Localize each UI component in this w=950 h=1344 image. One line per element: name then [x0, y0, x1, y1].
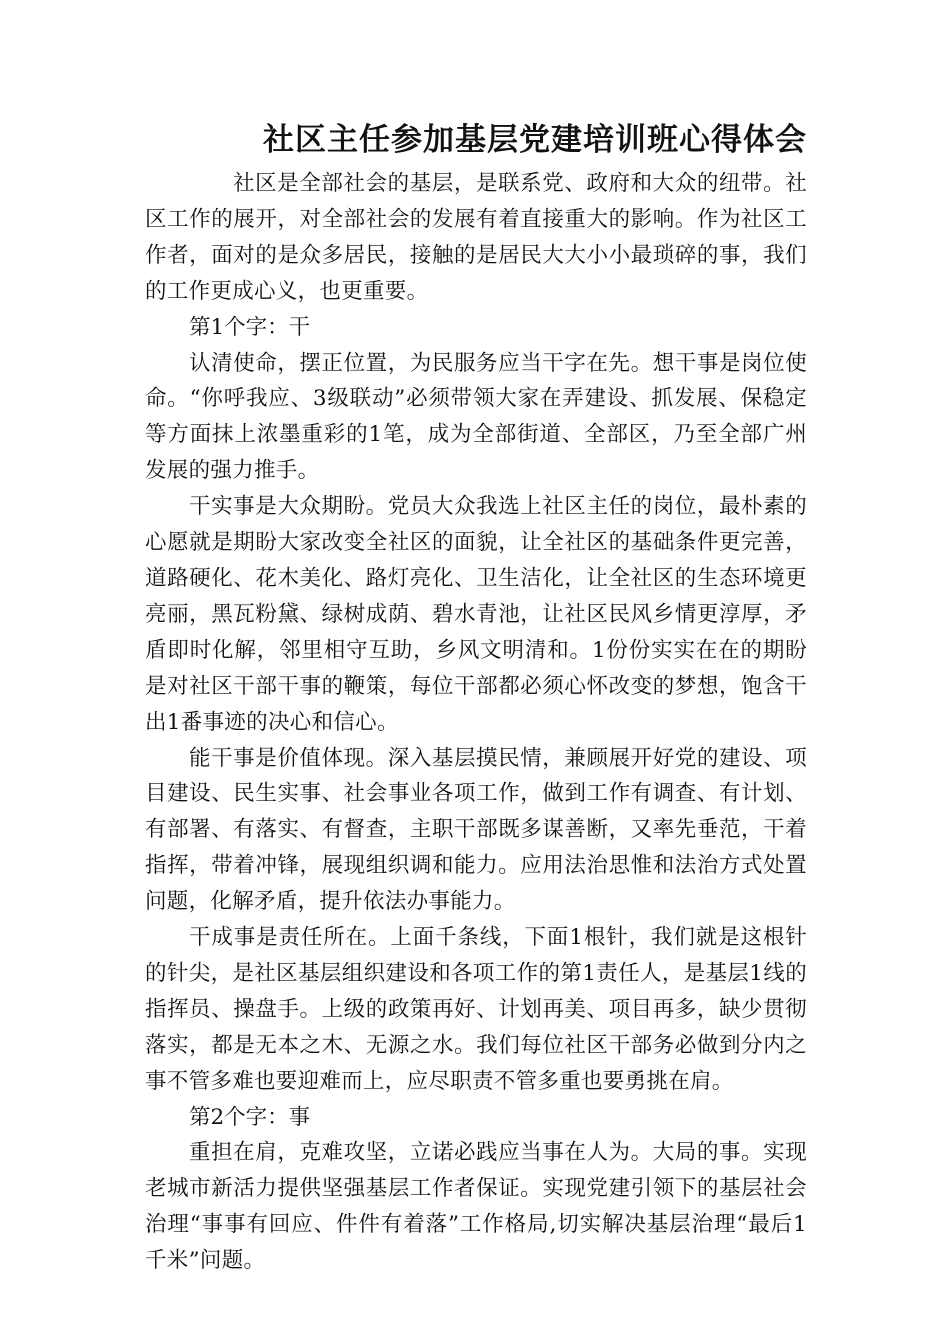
document-title: 社区主任参加基层党建培训班心得体会 [263, 122, 807, 158]
paragraph-5: 重担在肩，克难攻坚，立诺必践应当事在人为。大局的事。实现老城市新活力提供坚强基层工作者保证。实现党建引领下的基层社会治理“事事有回应、件件有着落”工作格局,切实解决基层治理“最后1千米”问题。 [145, 1140, 807, 1274]
paragraph-2: 干实事是大众期盼。党员大众我选上社区主任的岗位，最朴素的心愿就是期盼大家改变全社区的面貌，让全社区的基础条件更完善，道路硬化、花木美化、路灯亮化、卫生洁化，让全社区的生态环境更亮丽，黑瓦粉黛、绿树成荫、碧水青池，让社区民风乡情更淳厚，矛盾即时化解，邻里相守互助，乡风文明清和。1份份实实在在的期盼是对社区干部干事的鞭策，每位干部都必须心怀改变的梦想，饱含干出1番事迹的决心和信心。 [145, 494, 807, 735]
section-heading-1: 第1个字：干 [189, 314, 311, 340]
paragraph-3: 能干事是价值体现。深入基层摸民情，兼顾展开好党的建设、项目建设、民生实事、社会事业各项工作，做到工作有调查、有计划、有部署、有落实、有督查，主职干部既多谋善断，又率先垂范，干着指挥，带着冲锋，展现组织调和能力。应用法治思惟和法治方式处置问题，化解矛盾，提升依法办事能力。 [145, 745, 807, 915]
intro-paragraph: 社区是全部社会的基层，是联系党、政府和大众的纽带。社区工作的展开，对全部社会的发展有着直接重大的影响。作为社区工作者，面对的是众多居民，接触的是居民大大小小最琐碎的事，我们的工作更成心义，也更重要。 [145, 171, 807, 304]
paragraph-4: 干成事是责任所在。上面千条线，下面1根针，我们就是这根针的针尖，是社区基层组织建设和各项工作的第1责任人，是基层1线的指挥员、操盘手。上级的政策再好、计划再美、项目再多，缺少贯彻落实，都是无本之木、无源之水。我们每位社区干部务必做到分内之事不管多难也要迎难而上，应尽职责不管多重也要勇挑在肩。 [145, 925, 807, 1094]
document-body [145, 166, 807, 1279]
paragraph-1: 认清使命，摆正位置，为民服务应当干字在先。想干事是岗位使命。“你呼我应、3级联动”必须带领大家在弄建设、抓发展、保稳定等方面抹上浓墨重彩的1笔，成为全部街道、全部区，乃至全部广州发展的强力推手。 [145, 350, 807, 484]
section-heading-2: 第2个字：事 [189, 1104, 311, 1130]
